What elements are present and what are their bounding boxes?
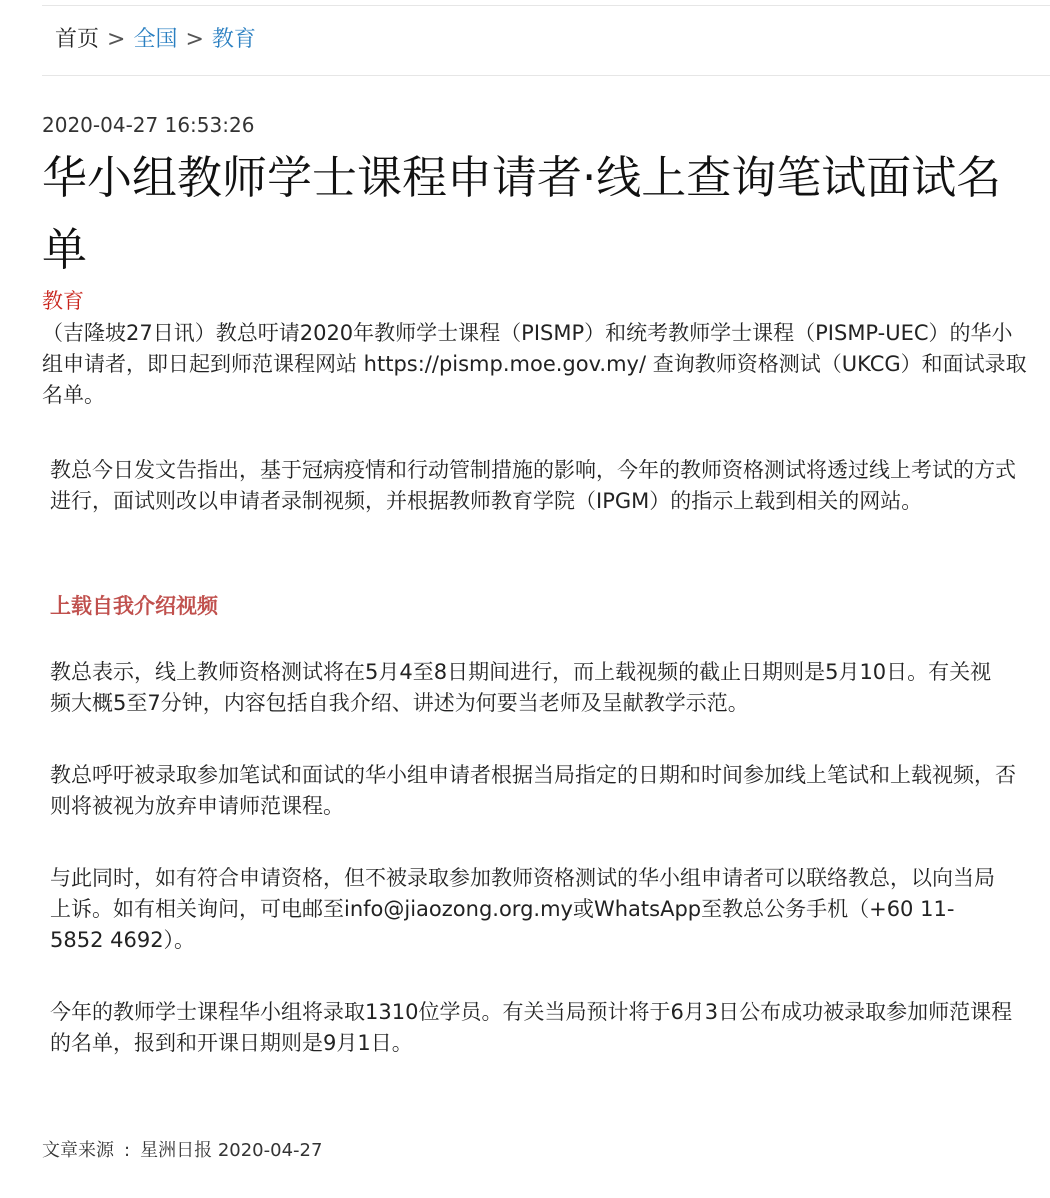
article-paragraph-3: 教总表示，线上教师资格测试将在5月4至8日期间进行，而上载视频的截止日期则是5月10日。有关视频大概5至7分钟，内容包括自我介绍、讲述为何要当老师及呈献教学示范。 <box>50 660 992 715</box>
breadcrumb-education-link[interactable]: 教育 <box>211 27 256 52</box>
breadcrumb-divider <box>42 75 1050 76</box>
article-paragraph-4: 教总呼吁被录取参加笔试和面试的华小组申请者根据当局指定的日期和时间参加线上笔试和上载视频，否则将被视为放弃申请师范课程。 <box>50 763 1016 818</box>
breadcrumb-separator: > <box>185 27 204 52</box>
article-title: 华小组教师学士课程申请者·线上查询笔试面试名单 <box>42 151 1002 276</box>
source-name: 星洲日报 <box>140 1140 213 1161</box>
article-source <box>42 1137 322 1165</box>
article-subheading: 上载自我介绍视频 <box>50 594 218 618</box>
breadcrumb-separator: > <box>107 27 126 52</box>
source-label: 文章来源 <box>42 1140 114 1161</box>
breadcrumb <box>55 24 256 56</box>
breadcrumb-home[interactable]: 首页 <box>55 27 100 52</box>
article-category[interactable]: 教育 <box>42 289 84 313</box>
top-divider <box>42 5 1050 6</box>
publish-datetime: 2020-04-27 16:53:26 <box>42 113 255 137</box>
source-colon: : <box>124 1140 131 1161</box>
breadcrumb-national-link[interactable]: 全国 <box>133 27 178 52</box>
article-paragraph-5: 与此同时，如有符合申请资格，但不被录取参加教师资格测试的华小组申请者可以联络教总，以向当局上诉。如有相关询问，可电邮至info@jiaozong.org.my或WhatsApp至教总公务手机（+60 11-5852 4692）。 <box>50 866 995 952</box>
article-paragraph-6: 今年的教师学士课程华小组将录取1310位学员。有关当局预计将于6月3日公布成功被录取参加师范课程的名单，报到和开课日期则是9月1日。 <box>50 1000 1013 1055</box>
article-paragraph-2: 教总今日发文告指出，基于冠病疫情和行动管制措施的影响，今年的教师资格测试将透过线上考试的方式进行，面试则改以申请者录制视频，并根据教师教育学院（IPGM）的指示上载到相关的网站。 <box>50 458 1016 513</box>
source-date: 2020-04-27 <box>217 1140 323 1161</box>
article-paragraph-1: （吉隆坡27日讯）教总吁请2020年教师学士课程（PISMP）和统考教师学士课程（PISMP-UEC）的华小组申请者，即日起到师范课程网站 https://pismp.moe.gov.my/ 查询教师资格测试（UKCG）和面试录取名单。 <box>42 321 1027 407</box>
